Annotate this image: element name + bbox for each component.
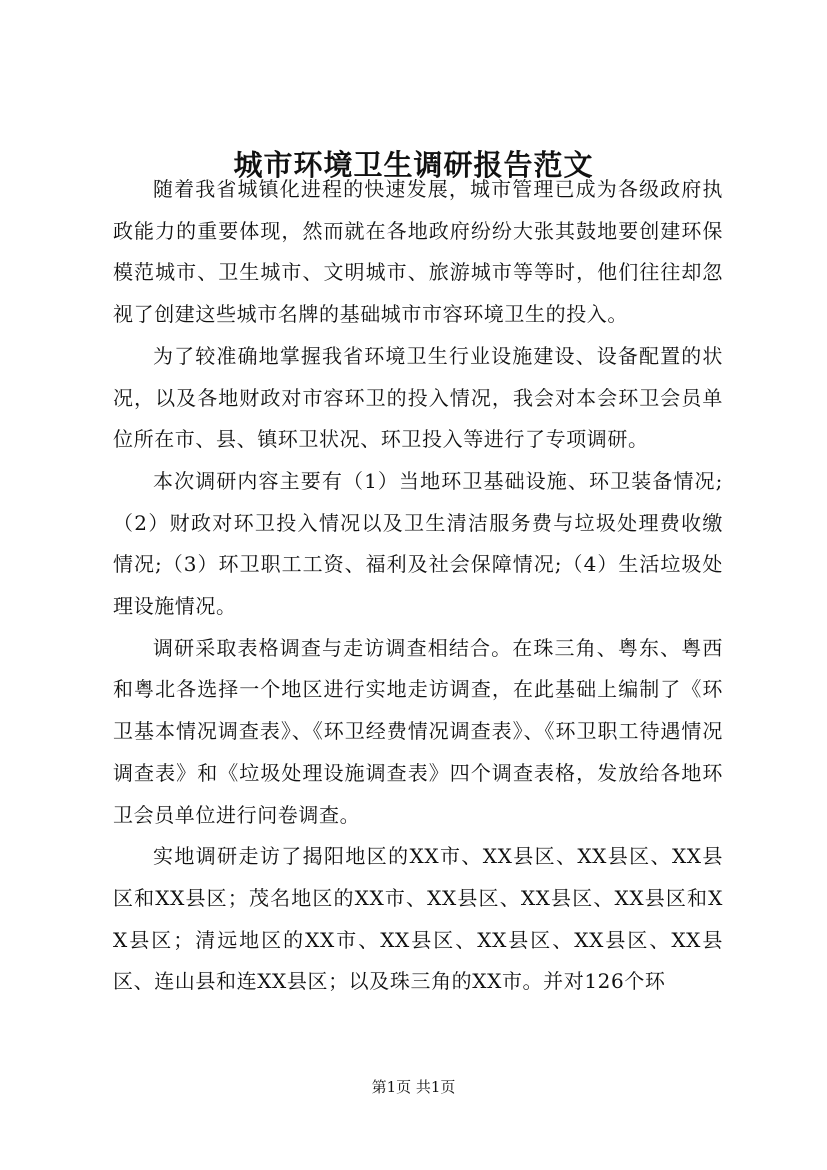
paragraph: 实地调研走访了揭阳地区的XX市、XX县区、XX县区、XX县区和XX县区；茂名地区的XX市、XX县区、XX县区、XX县区和XX县区；清远地区的XX市、XX县区、XX县区、XX县区、XX县区、连山县和连XX县区；以及珠三角的XX市。并对126个环: [113, 844, 723, 994]
paragraph: 调研采取表格调查与走访调查相结合。在珠三角、粤东、粤西和粤北各选择一个地区进行实地走访调查，在此基础上编制了《环卫基本情况调查表》、《环卫经费情况调查表》、《环卫职工待遇情况调查表》和《垃圾处理设施调查表》四个调查表格，发放给各地环卫会员单位进行问卷调查。: [113, 635, 723, 827]
page-footer: 第1页 共1页: [371, 1078, 456, 1096]
document-body: [113, 169, 723, 1003]
paragraph: 随着我省城镇化进程的快速发展，城市管理已成为各级政府执政能力的重要体现，然而就在各地政府纷纷大张其鼓地要创建环保模范城市、卫生城市、文明城市、旅游城市等等时，他们往往却忽视了创建这些城市名牌的基础城市市容环境卫生的投入。: [113, 177, 723, 327]
document-title: 城市环境卫生调研报告范文: [233, 148, 594, 182]
paragraph: 本次调研内容主要有（1）当地环卫基础设施、环卫装备情况;（2）财政对环卫投入情况以及卫生清洁服务费与垃圾处理费收缴情况;（3）环卫职工工资、福利及社会保障情况;（4）生活垃圾处理设施情况。: [113, 468, 723, 619]
paragraph: 为了较准确地掌握我省环境卫生行业设施建设、设备配置的状况，以及各地财政对市容环卫的投入情况，我会对本会环卫会员单位所在市、县、镇环卫状况、环卫投入等进行了专项调研。: [113, 343, 723, 452]
